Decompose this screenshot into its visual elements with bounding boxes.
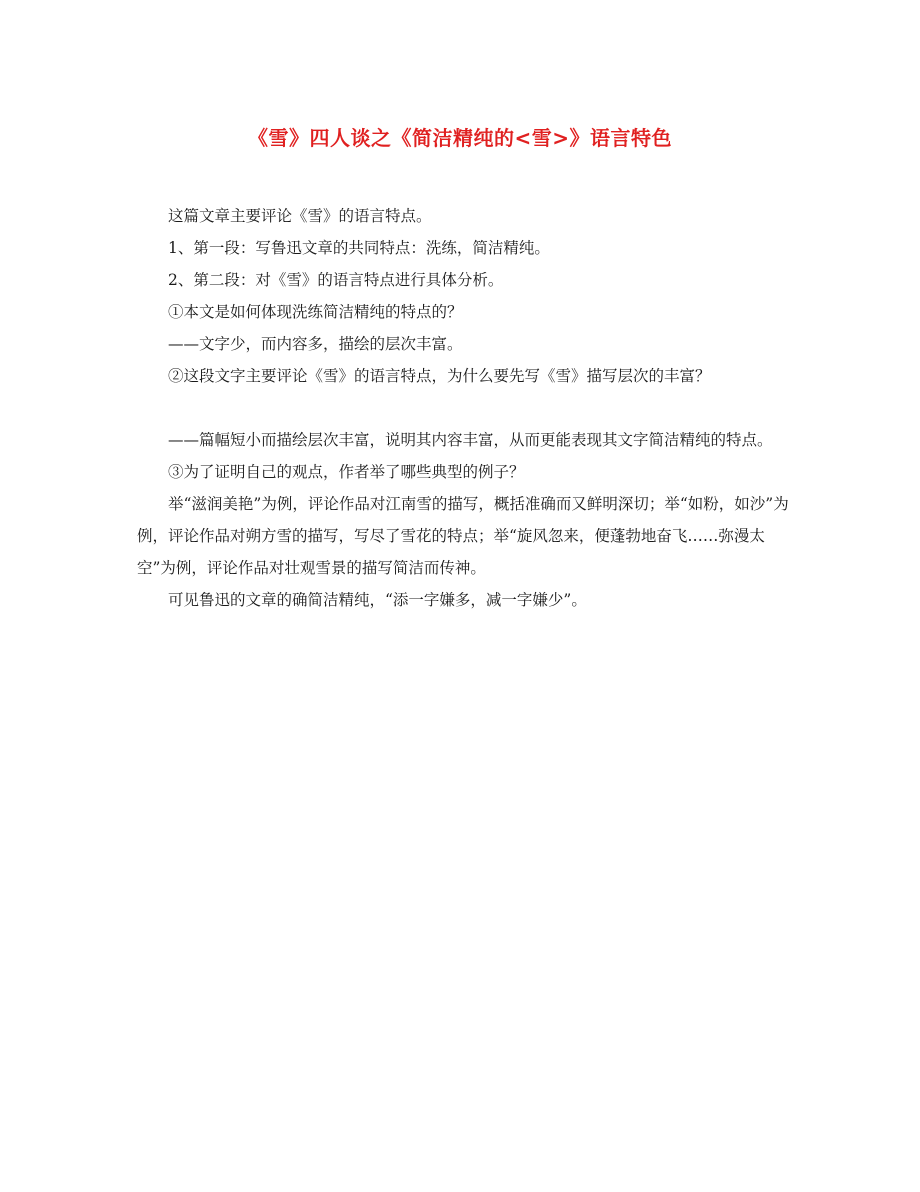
answer-2: ——篇幅短小而描绘层次丰富，说明其内容丰富，从而更能表现其文字简洁精纯的特点。 bbox=[168, 431, 773, 449]
document-body bbox=[137, 200, 797, 616]
question-3: ③为了证明自己的观点，作者举了哪些典型的例子？ bbox=[168, 463, 525, 481]
document-title: 《雪》四人谈之《简洁精纯的<雪>》语言特色 bbox=[247, 126, 672, 150]
question-1: ①本文是如何体现洗练简洁精纯的特点的？ bbox=[168, 303, 463, 321]
paragraph-section-1: 1、第一段：写鲁迅文章的共同特点：洗练，简洁精纯。 bbox=[168, 239, 550, 257]
paragraph-intro: 这篇文章主要评论《雪》的语言特点。 bbox=[168, 207, 432, 225]
question-2: ②这段文字主要评论《雪》的语言特点，为什么要先写《雪》描写层次的丰富？ bbox=[168, 367, 711, 385]
paragraph-section-2: 2、第二段：对《雪》的语言特点进行具体分析。 bbox=[168, 271, 504, 289]
answer-3: 举“滋润美艳”为例，评论作品对江南雪的描写，概括准确而又鲜明深切；举“如粉，如沙”为例，评论作品对朔方雪的描写，写尽了雪花的特点；举“旋风忽来，便蓬勃地奋飞……弥漫太空”为例，评论作品对壮观雪景的描写简洁而传神。 bbox=[137, 495, 789, 577]
answer-1: ——文字少，而内容多，描绘的层次丰富。 bbox=[168, 335, 463, 353]
paragraph-conclusion: 可见鲁迅的文章的确简洁精纯，“添一字嫌多，减一字嫌少”。 bbox=[168, 591, 587, 609]
